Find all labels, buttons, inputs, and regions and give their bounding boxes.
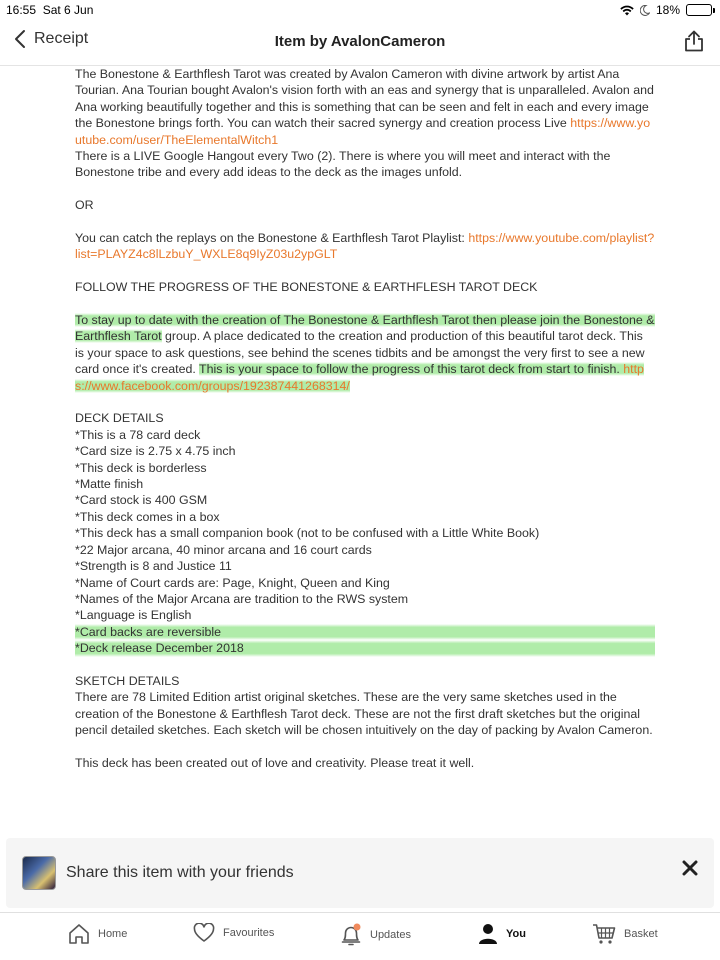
replays-paragraph: You can catch the replays on the Bonestone & Earthflesh Tarot Playlist: https://www.youtube.com/playlist?list=PLAYZ4c8lLzbuY_WXLE8q9IyZ03u2ypGLT: [75, 231, 655, 262]
nav-bar: [0, 20, 720, 66]
status-bar: [0, 0, 720, 20]
person-icon: [478, 923, 498, 945]
status-right: [620, 3, 712, 17]
youtube-playlist-link[interactable]: https://www.youtube.com/playlist?list=PLAYZ4c8lLzbuY_WXLE8q9IyZ03u2ypGLT: [75, 231, 655, 262]
youtube-channel-link[interactable]: https://www.youtube.com/user/TheElementalWitch1: [75, 116, 651, 147]
deck-heading: DECK DETAILS: [75, 411, 164, 426]
moon-icon: [640, 5, 650, 16]
status-time-date: 16:55 Sat 6 Jun: [6, 3, 94, 17]
sketch-details: [75, 673, 655, 739]
deck-item: *This deck is borderless: [75, 460, 207, 475]
deck-item: *This deck comes in a box: [75, 509, 220, 524]
share-banner-text: Share this item with your friends: [66, 864, 294, 881]
share-icon: [684, 30, 704, 52]
deck-item: *This deck has a small companion book (not to be confused with a Little White Book): [75, 526, 540, 541]
deck-item: *Language is English: [75, 608, 192, 623]
item-description: [75, 66, 655, 788]
deck-details: [75, 410, 655, 656]
deck-item: *Strength is 8 and Justice 11: [75, 559, 232, 574]
tab-favourites[interactable]: Favourites: [193, 923, 274, 943]
deck-item: *This is a 78 card deck: [75, 427, 201, 442]
item-thumbnail: [22, 856, 56, 890]
share-button[interactable]: [684, 30, 704, 57]
highlight-reversible: *Card backs are reversible: [75, 624, 655, 640]
tab-bar: [0, 912, 720, 960]
deck-item: *Names of the Major Arcana are tradition to the RWS system: [75, 591, 409, 606]
deck-item: [75, 640, 655, 656]
deck-item: *Name of Court cards are: Page, Knight, Queen and King: [75, 575, 390, 590]
deck-item: *Matte finish: [75, 477, 144, 492]
or-text: OR: [75, 198, 94, 213]
wifi-icon: [620, 5, 634, 16]
closing-text: This deck has been created out of love and creativity. Please treat it well.: [75, 755, 475, 770]
notification-dot: [354, 924, 361, 931]
highlight-release: *Deck release December 2018: [75, 640, 655, 656]
tab-basket[interactable]: Basket: [592, 923, 658, 945]
page-title: Item by AvalonCameron: [274, 33, 446, 50]
deck-item: [75, 624, 655, 640]
intro-paragraph: The Bonestone & Earthflesh Tarot was created by Avalon Cameron with divine artwork by artist Ana Tourian. Ana Tourian bought Avalon's vision forth with an eas and synergy that is unparalleled. Avalon and Ana working beautifully together and this is something that can be seen and felt in each and every image the Bonestone brings forth. You can watch their sacred synergy and creation process Live https://www.youtube.com/user/TheElementalWitch1 There is a LIVE Google Hangout every Two (2). There is where you will meet and interact with the Bonestone tribe and every add ideas to the deck as the images unfold.: [75, 67, 654, 180]
follow-heading: FOLLOW THE PROGRESS OF THE BONESTONE & EARTHFLESH TAROT DECK: [75, 280, 538, 295]
tab-you[interactable]: You: [478, 923, 526, 945]
heart-icon: [193, 923, 215, 943]
sketch-heading: SKETCH DETAILS: [75, 673, 180, 688]
sketch-text: There are 78 Limited Edition artist original sketches. These are the very same sketches used in the creation of the Bonestone & Earthflesh Tarot deck. These are not the first draft sketches but the original pencil detailed sketches. Each sketch will be chosen intuitively on the day of packing by Avalon Cameron.: [75, 690, 653, 738]
basket-icon: [592, 923, 616, 945]
highlight-follow: This is your space to follow the progress of this tarot deck from start to finish.: [199, 362, 620, 377]
battery-icon: [686, 4, 712, 16]
close-icon: [682, 860, 698, 876]
back-label: Receipt: [34, 30, 89, 47]
highlight-join: To stay up to date with the creation of The Bonestone & Earthflesh Tarot then please join the Bonestone & Earthflesh Tarot: [75, 313, 655, 344]
tab-home[interactable]: Home: [68, 923, 127, 945]
share-banner[interactable]: [6, 838, 714, 908]
deck-item: *Card stock is 400 GSM: [75, 493, 208, 508]
battery-percent: 18%: [655, 3, 680, 17]
home-icon: [68, 923, 90, 945]
bell-icon: [340, 923, 362, 947]
deck-item: *22 Major arcana, 40 minor arcana and 16 court cards: [75, 542, 372, 557]
close-banner-button[interactable]: [682, 856, 698, 882]
deck-item: *Card size is 2.75 x 4.75 inch: [75, 444, 236, 459]
tab-updates[interactable]: Updates: [340, 923, 411, 947]
facebook-group-link[interactable]: https://www.facebook.com/groups/192387441268314/: [75, 362, 644, 393]
follow-paragraph: To stay up to date with the creation of The Bonestone & Earthflesh Tarot then please join the Bonestone & Earthflesh Tarot group. A place dedicated to the creation and production of this beautiful tarot deck. This is your space to ask questions, see behind the scenes tidbits and be amongst the very first to see a new card once it's created. This is your space to follow the progress of this tarot deck from start to finish. https://www.facebook.com/groups/192387441268314/: [75, 313, 655, 393]
